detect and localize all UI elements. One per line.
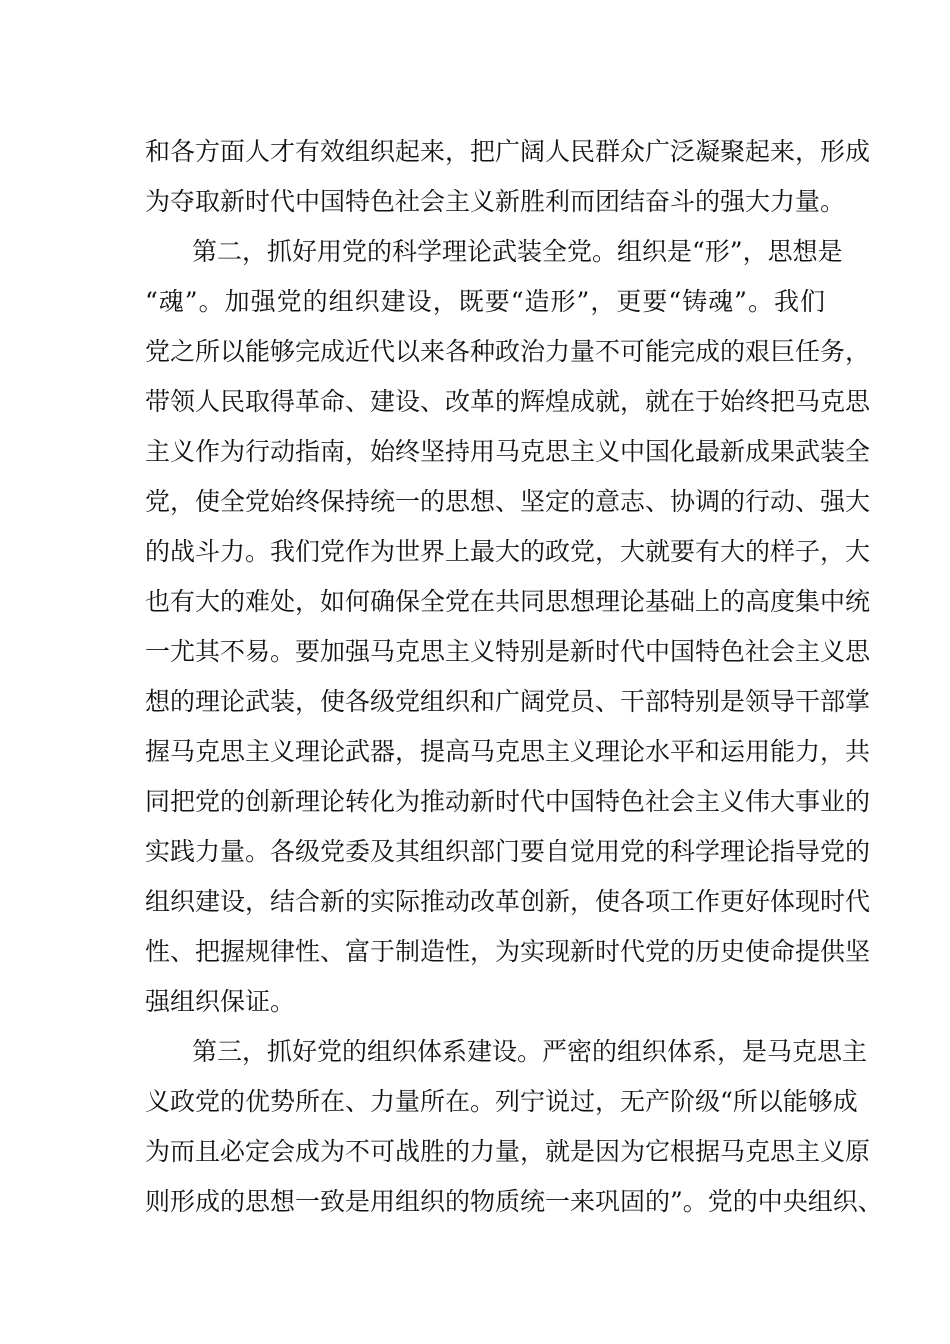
paragraph-start-line: 第三，抓好党的组织体系建设。严密的组织体系，是马克思主 [192,1037,868,1066]
text-line: 性、把握规律性、富于制造性，为实现新时代党的历史使命提供坚 [145,937,871,966]
text-line: 带领人民取得革命、建设、改革的辉煌成就，就在于始终把马克思 [145,387,871,416]
text-line: 实践力量。各级党委及其组织部门要自觉用党的科学理论指导党的 [145,837,871,866]
paragraph-start-line: 第二，抓好用党的科学理论武装全党。组织是“形”，思想是 [192,237,843,266]
text-line: 也有大的难处，如何确保全党在共同思想理论基础上的高度集中统 [145,587,871,616]
text-line: 为夺取新时代中国特色社会主义新胜利而团结奋斗的强大力量。 [145,187,846,216]
text-line: “魂”。加强党的组织建设，既要“造形”，更要“铸魂”。我们 [145,287,825,316]
text-line: 想的理论武装，使各级党组织和广阔党员、干部特别是领导干部掌 [145,687,871,716]
text-line: 义政党的优势所在、力量所在。列宁说过，无产阶级“所以能够成 [145,1087,858,1116]
text-line: 党，使全党始终保持统一的思想、坚定的意志、协调的行动、强大 [145,487,871,516]
text-line: 强组织保证。 [145,987,296,1016]
text-line: 和各方面人才有效组织起来，把广阔人民群众广泛凝聚起来，形成 [145,137,871,166]
text-line: 握马克思主义理论武器，提高马克思主义理论水平和运用能力，共 [145,737,871,766]
text-line: 为而且必定会成为不可战胜的力量，就是因为它根据马克思主义原 [145,1137,871,1166]
text-line: 则形成的思想一致是用组织的物质统一来巩固的”。党的中央组织、 [145,1187,883,1216]
text-line: 同把党的创新理论转化为推动新时代中国特色社会主义伟大事业的 [145,787,871,816]
text-line: 党之所以能够完成近代以来各种政治力量不可能完成的艰巨任务， [145,337,871,366]
text-line: 一尤其不易。要加强马克思主义特别是新时代中国特色社会主义思 [145,637,871,666]
text-line: 组织建设，结合新的实际推动改革创新，使各项工作更好体现时代 [145,887,871,916]
text-line: 的战斗力。我们党作为世界上最大的政党，大就要有大的样子，大 [145,537,871,566]
text-line: 主义作为行动指南，始终坚持用马克思主义中国化最新成果武装全 [145,437,871,466]
